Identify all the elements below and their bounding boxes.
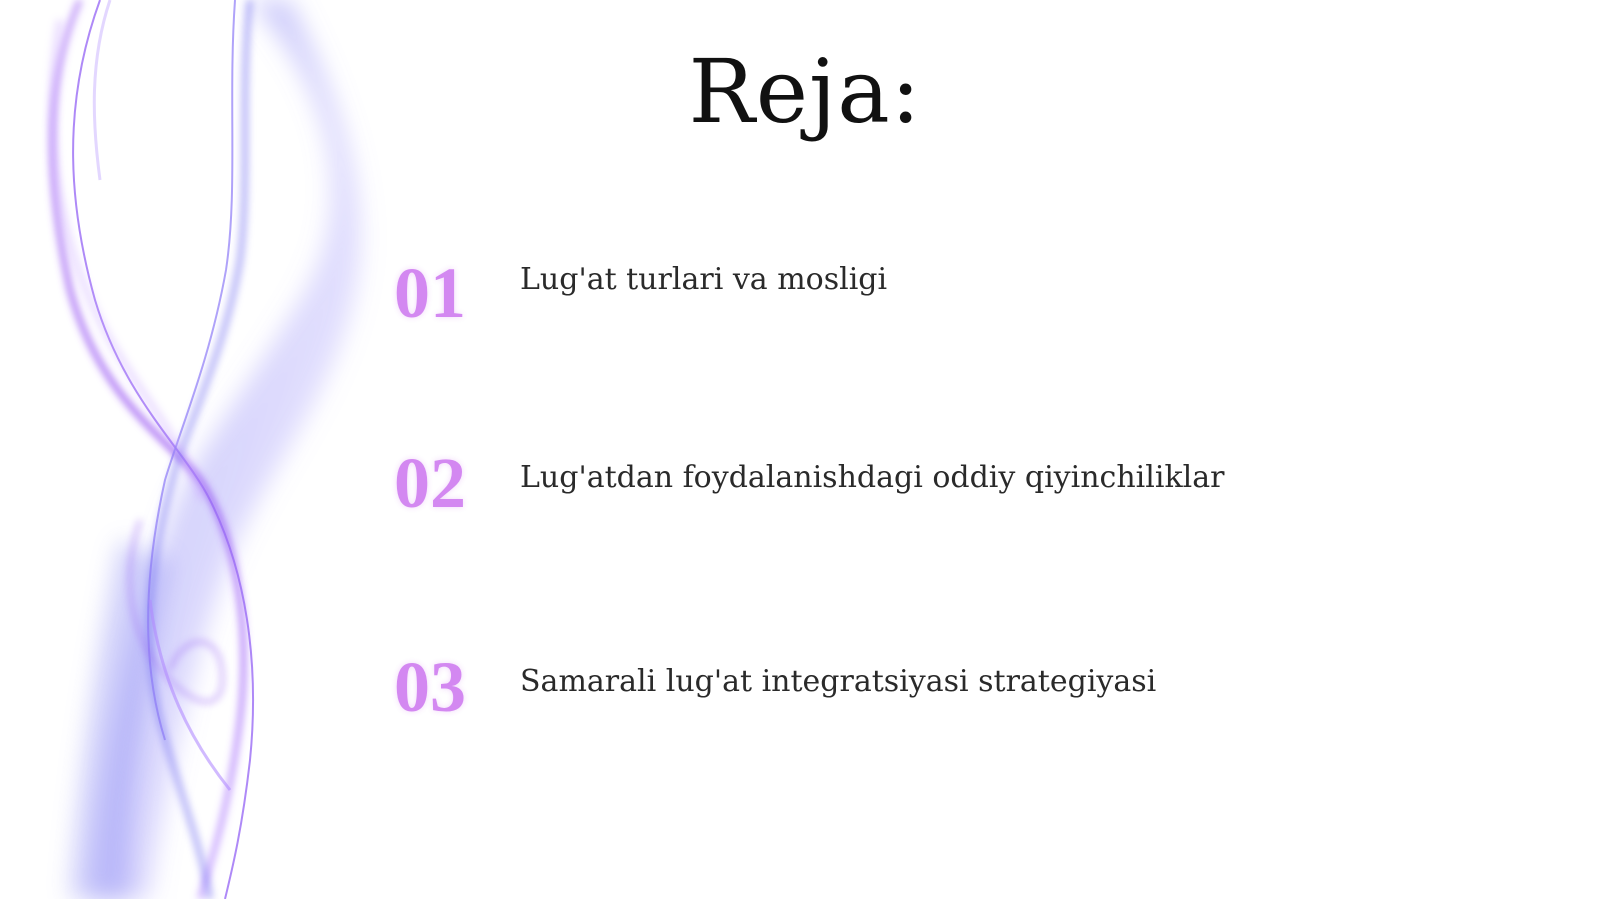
agenda-text: Samarali lug'at integratsiyasi strategiyasi — [520, 664, 1157, 699]
agenda-number: 03 — [394, 647, 466, 727]
agenda-item — [394, 248, 1494, 338]
agenda-text: Lug'at turlari va mosligi — [520, 262, 888, 297]
agenda-item — [394, 642, 1494, 732]
agenda-text: Lug'atdan foydalanishdagi oddiy qiyinchiliklar — [520, 460, 1225, 495]
agenda-item — [394, 438, 1494, 528]
agenda-number: 02 — [394, 443, 466, 523]
slide-title: Reja: — [688, 40, 922, 143]
agenda-number: 01 — [394, 253, 466, 333]
